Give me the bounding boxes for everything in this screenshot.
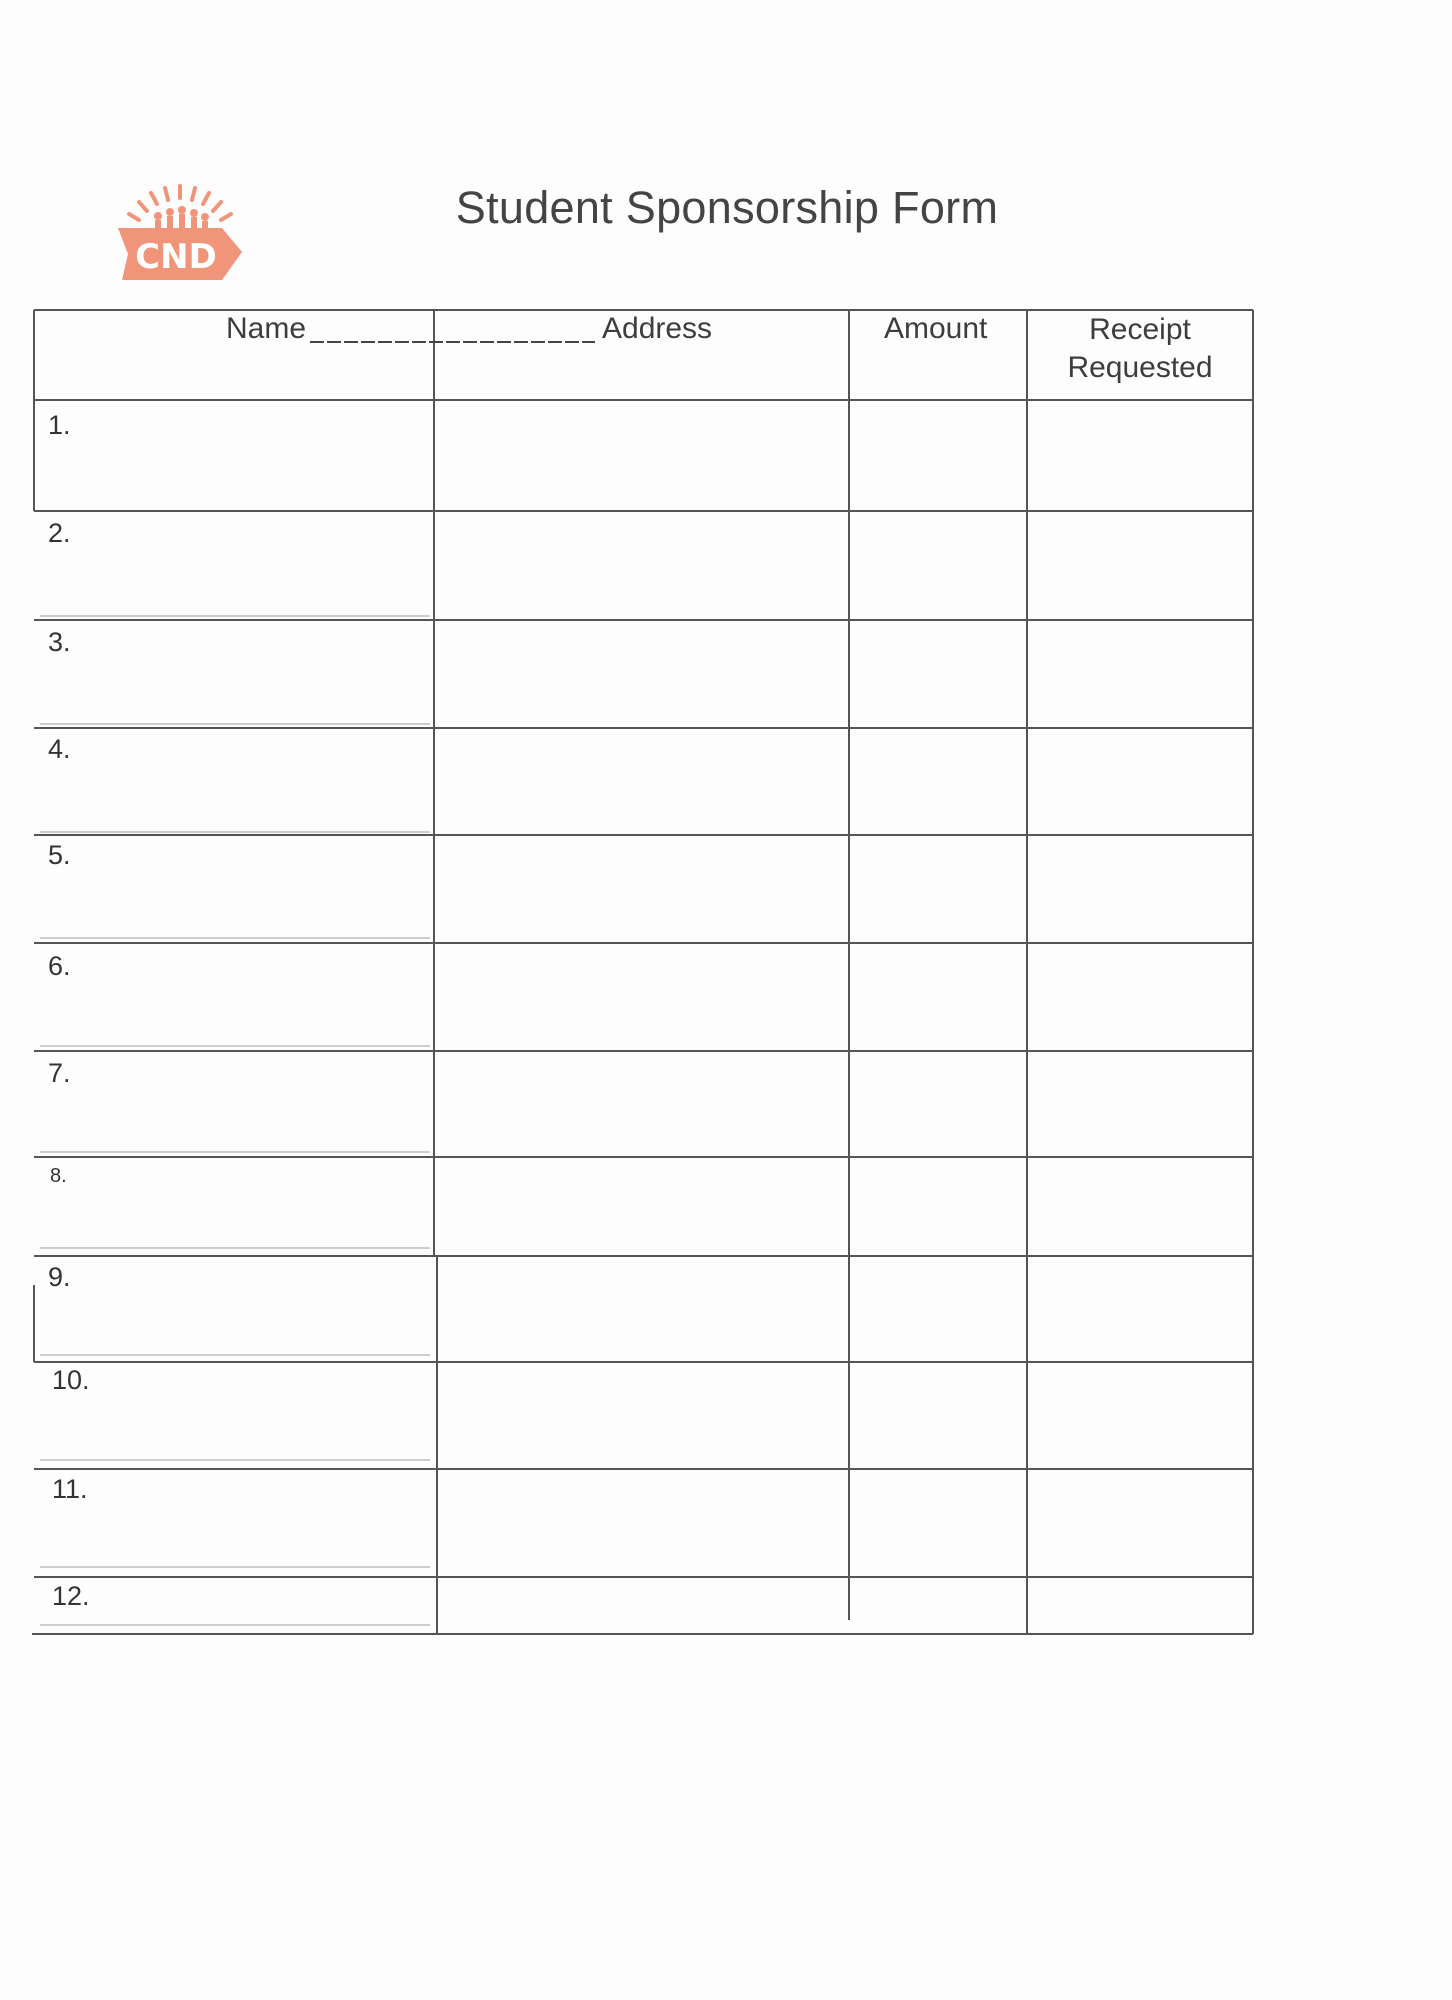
row-number: 9.: [48, 1262, 71, 1292]
column-header-address: Address: [602, 312, 713, 345]
column-header-amount: Amount: [884, 312, 988, 345]
row-number: 7.: [48, 1058, 71, 1088]
row-number: 5.: [48, 840, 71, 870]
page-title: Student Sponsorship Form: [455, 182, 999, 233]
row-number: 10.: [52, 1365, 90, 1395]
row-number: 3.: [48, 627, 71, 657]
receipt-header-line1: Receipt: [1089, 313, 1191, 346]
row-number: 1.: [48, 410, 71, 440]
column-header-receipt-requested: [1027, 311, 1253, 387]
row-number: 6.: [48, 951, 71, 981]
receipt-header-line2: Requested: [1067, 351, 1213, 384]
row-number: 12.: [52, 1581, 90, 1611]
column-header-name: Name: [226, 312, 307, 345]
row-number: 4.: [48, 734, 71, 764]
logo-text: CND: [135, 237, 217, 277]
row-number: 11.: [52, 1474, 88, 1504]
row-number: 8.: [50, 1165, 67, 1187]
row-number: 2.: [48, 518, 71, 548]
